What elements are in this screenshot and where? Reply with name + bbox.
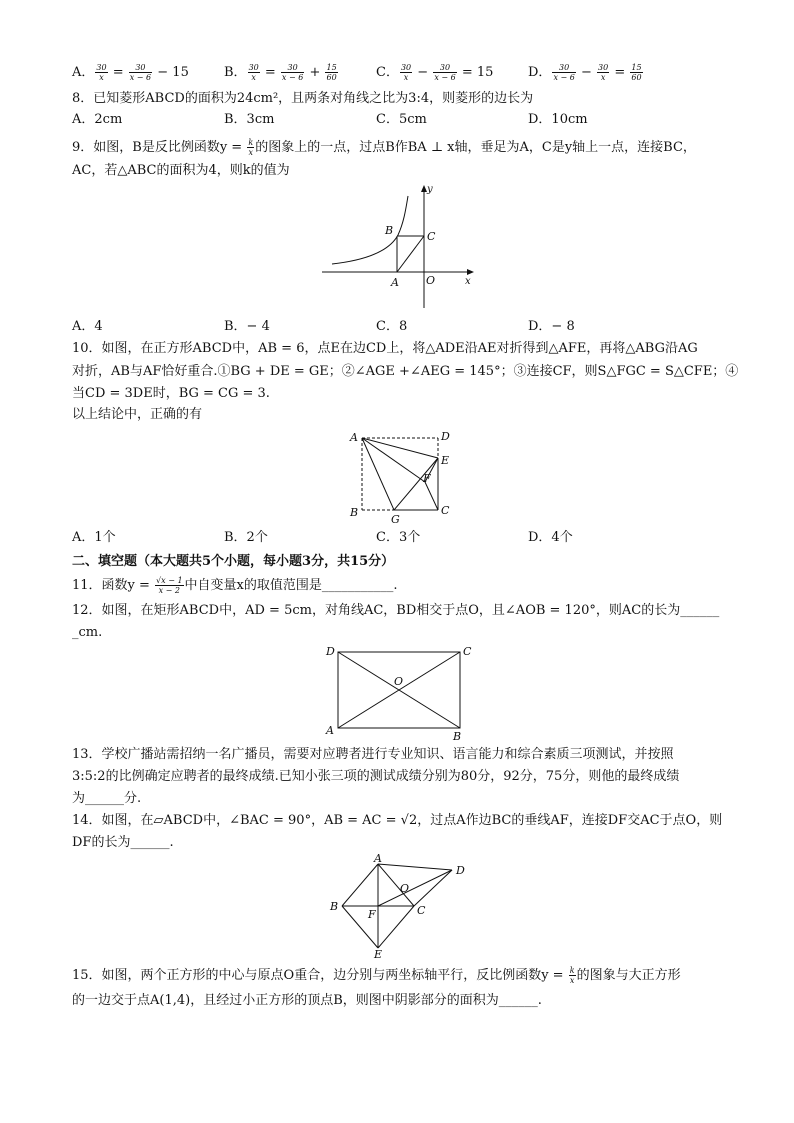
fraction: $\frac{30}{x}$ [96, 63, 107, 82]
fraction: $\frac{30}{x - 6}$ [129, 63, 152, 82]
label-b: B [385, 224, 394, 237]
label-b: B [453, 730, 462, 742]
option-label: A． [72, 65, 95, 80]
q7-option-a[interactable]: A． $\frac{30}{x}$ = $\frac{30}{x - 6}$ − 15 [72, 63, 189, 82]
label-c: C [463, 645, 472, 658]
q9-option-d[interactable]: D．− 8 [528, 319, 575, 334]
q14-stem-line1: 14．如图，在▱ABCD中，∠BAC = 90°，AB = AC = √2，过点A作边BC的垂线AF，连接DF交AC于点O，则 [72, 813, 723, 828]
q12-stem-line1: 12．如图，在矩形ABCD中，AD = 5cm，对角线AC，BD相交于点O，且∠AOB = 120°，则AC的长为______ [72, 603, 720, 618]
label-y: y [427, 184, 433, 195]
label-b: B [330, 900, 339, 913]
label-f: F [423, 472, 431, 485]
q9-options [72, 316, 722, 338]
q7-option-c[interactable]: C． $\frac{30}{x}$ − $\frac{30}{x - 6}$ = 15 [376, 63, 494, 82]
q10-figure [346, 428, 456, 526]
fraction: $\frac{30}{x}$ [248, 63, 259, 82]
segment-ce [378, 906, 414, 948]
segment-ac [397, 236, 424, 272]
q8-option-c[interactable]: C．5cm [376, 112, 427, 127]
fraction: $\frac{15}{60}$ [631, 63, 642, 82]
fraction: $\frac{15}{60}$ [326, 63, 337, 82]
fraction: $\frac{30}{x - 6}$ [434, 63, 456, 82]
q9-stem-line1: 9．如图，B是反比例函数y = $\frac{k}{x}$ 的图象上的一点，过点B作BA ⊥ x轴，垂足为A，C是y轴上一点，连接BC， [72, 138, 696, 157]
q8-option-b[interactable]: B．3cm [224, 112, 275, 127]
q10-option-d[interactable]: D．4个 [528, 530, 573, 545]
segment-ab [342, 864, 378, 906]
label-e: E [374, 948, 383, 960]
fraction: $\frac{k}{x}$ [569, 966, 575, 985]
label-d: D [441, 430, 450, 443]
x-axis-arrow-icon [467, 269, 474, 275]
label-c: C [417, 904, 426, 917]
segment-dc [414, 870, 452, 906]
q9-figure [318, 180, 482, 314]
q12-stem-line2: _cm. [72, 625, 103, 640]
segment-ad [378, 864, 452, 870]
q9-stem-line2: AC，若△ABC的面积为4，则k的值为 [72, 163, 290, 178]
q10-option-c[interactable]: C．3个 [376, 530, 421, 545]
label-f: F [368, 908, 376, 921]
segment-fd [378, 870, 452, 906]
label-x: x [465, 276, 471, 287]
label-o: O [394, 675, 404, 688]
q8-option-d[interactable]: D．10cm [528, 112, 588, 127]
q10-stem-line1: 10．如图，在正方形ABCD中，AB = 6，点E在边CD上，将△ADE沿AE对折得到△AFE，再将△ABG沿AG [72, 341, 698, 356]
q7-options [72, 62, 722, 84]
label-c: C [427, 230, 436, 243]
q10-stem-line4: 以上结论中，正确的有 [72, 407, 203, 422]
label-a: A [391, 276, 399, 289]
label-o: O [426, 274, 436, 287]
q13-stem-line3: 为______分. [72, 791, 142, 806]
q9-option-b[interactable]: B．− 4 [224, 319, 270, 334]
q8-options [72, 109, 722, 131]
q15-stem-line2: 的一边交于点A(1,4)，且经过小正方形的顶点B，则图中阴影部分的面积为______. [72, 993, 542, 1008]
q10-stem-line3: 当CD = 3DE时，BG = CG = 3. [72, 386, 270, 401]
segment-fc [425, 482, 438, 510]
label-g: G [391, 513, 400, 526]
section-2-title: 二、填空题（本大题共5个小题，每小题3分，共15分） [72, 554, 395, 569]
q10-options [72, 527, 722, 549]
q12-figure [320, 642, 480, 742]
q9-option-a[interactable]: A．4 [72, 319, 103, 334]
segment-ae [362, 438, 438, 458]
q15-stem-line1: 15．如图，两个正方形的中心与原点O重合，边分别与两坐标轴平行，反比例函数y = $\frac{k}{x}$ 的图象与大正方形 [72, 966, 681, 985]
label-a: A [326, 724, 334, 737]
q10-option-a[interactable]: A．1个 [72, 530, 116, 545]
label-a: A [374, 852, 382, 865]
fraction: $\frac{30}{x - 6}$ [281, 63, 304, 82]
label-d: D [326, 645, 335, 658]
fraction: $\frac{30}{x}$ [400, 63, 412, 82]
fraction: $\frac{k}{x}$ [248, 138, 254, 157]
label-e: E [441, 454, 450, 467]
q13-stem-line2: 3:5:2的比例确定应聘者的最终成绩.已知小张三项的测试成绩分别为80分，92分，75分，则他的最终成绩 [72, 769, 680, 784]
q11-stem: 11．函数y = $\frac{√x - 1}{x - 2}$ 中自变量x的取值范围是___________. [72, 576, 398, 595]
q10-stem-line2: 对折，AB与AF恰好重合.①BG + DE = GE；②∠AGE +∠AEG = 145°；③连接CF，则S△FGC = S△CFE；④ [72, 364, 739, 379]
q10-option-b[interactable]: B．2个 [224, 530, 268, 545]
q8-stem: 8．已知菱形ABCD的面积为24cm²，且两条对角线之比为3:4，则菱形的边长为 [72, 91, 534, 106]
label-a: A [350, 431, 358, 444]
label-c: C [441, 504, 450, 517]
fraction: $\frac{30}{x}$ [598, 63, 609, 82]
q14-stem-line2: DF的长为______. [72, 835, 174, 850]
fraction: $\frac{30}{x - 6}$ [553, 63, 575, 82]
q9-option-c[interactable]: C．8 [376, 319, 408, 334]
segment-ge [394, 458, 438, 510]
label-b: B [350, 506, 359, 519]
q8-option-a[interactable]: A．2cm [72, 112, 123, 127]
label-d: D [456, 864, 465, 877]
q13-stem-line1: 13．学校广播站需招纳一名广播员，需要对应聘者进行专业知识、语言能力和综合素质三项测试，并按照 [72, 747, 674, 762]
q7-option-d[interactable]: D． $\frac{30}{x - 6}$ − $\frac{30}{x}$ = $\frac{15}{60}$ [528, 63, 642, 82]
q7-option-b[interactable]: B． $\frac{30}{x}$ = $\frac{30}{x - 6}$ + $\frac{15}{60}$ [224, 63, 337, 82]
label-o: O [400, 882, 410, 895]
fraction: $\frac{√x - 1}{x - 2}$ [156, 576, 183, 595]
q14-figure [322, 852, 474, 960]
